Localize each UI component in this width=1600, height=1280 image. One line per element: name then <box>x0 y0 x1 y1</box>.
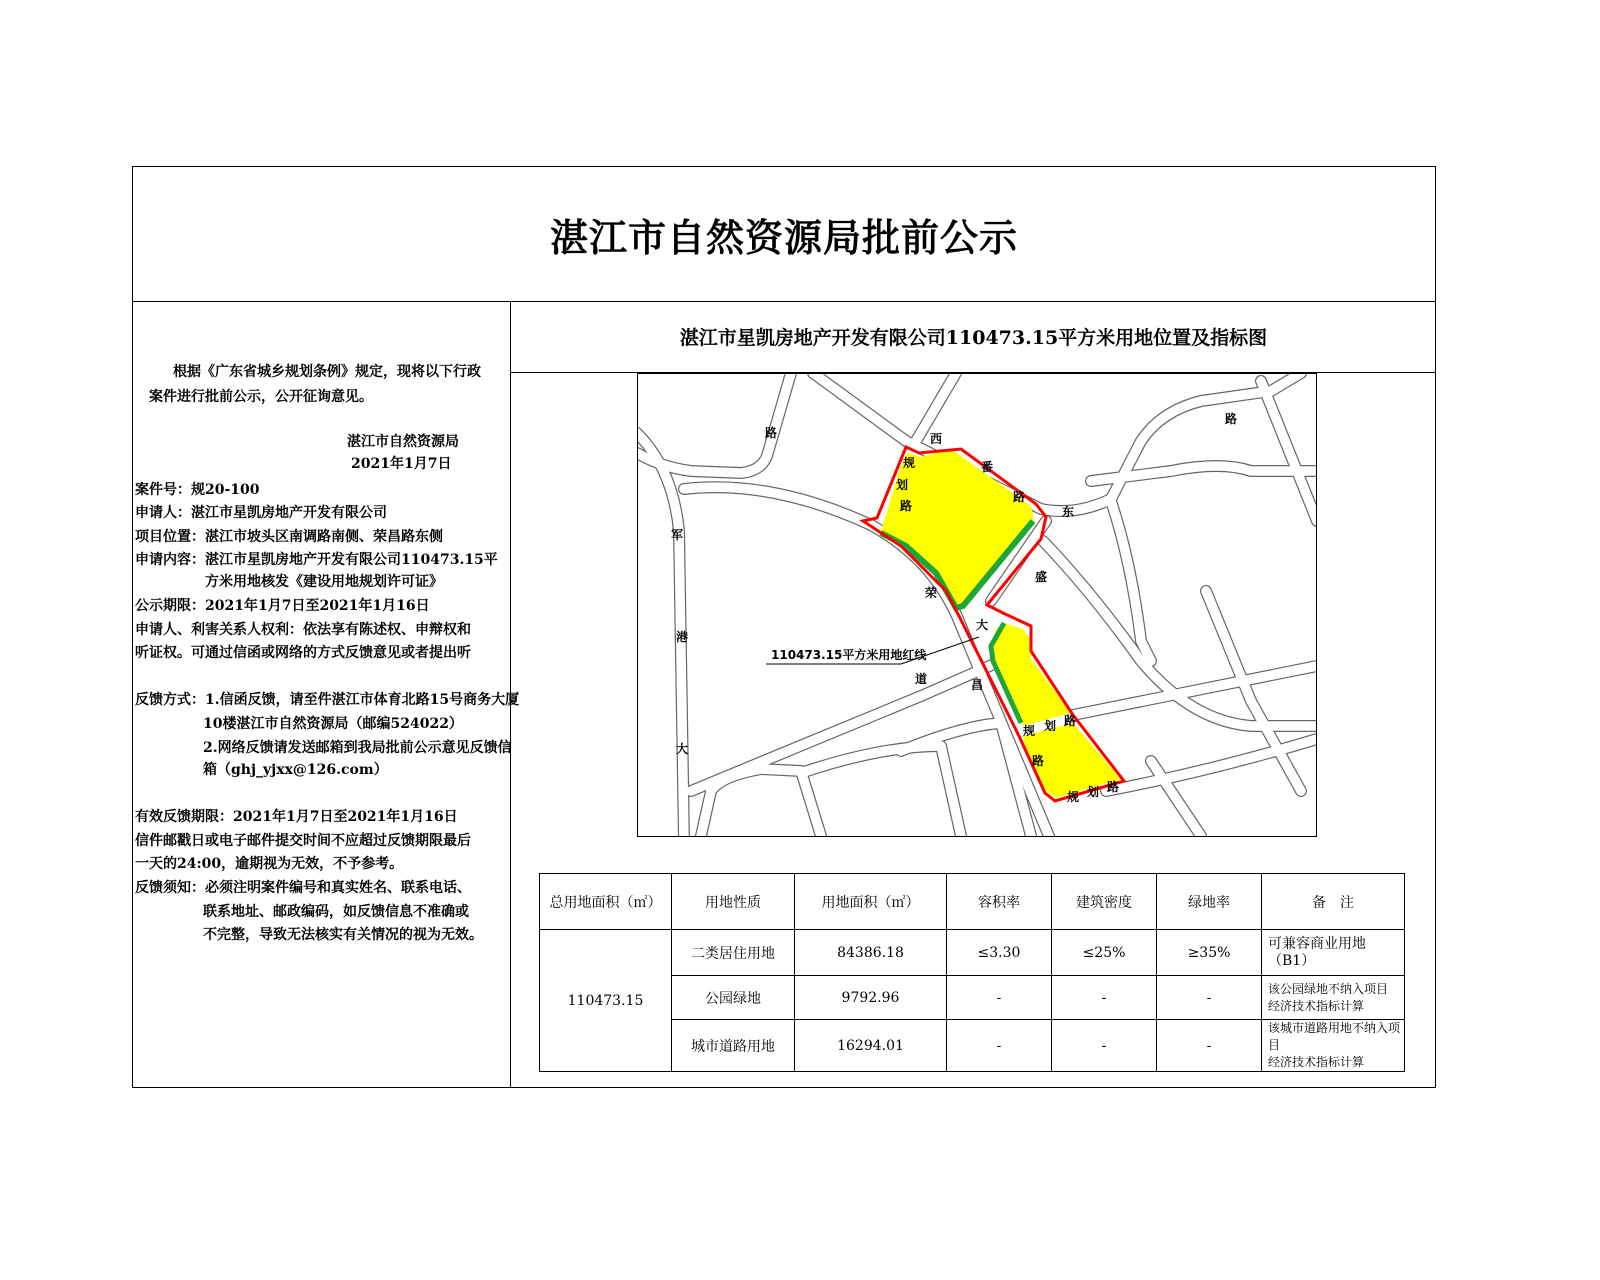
green-ratio: ≥35% <box>1157 930 1262 976</box>
table-row <box>540 930 1405 976</box>
valid-period: 有效反馈期限：2021年1月7日至2021年1月16日 <box>135 809 458 825</box>
floor-area-ratio: - <box>947 1020 1052 1072</box>
rights-text: 申请人、利害关系人权利：依法享有陈述权、申辩权和 <box>135 622 471 638</box>
road-surface <box>701 769 821 836</box>
road-label: 路 <box>1225 412 1238 426</box>
remark-line: 该公园绿地不纳入项目 <box>1268 981 1389 996</box>
map-svg <box>638 374 1316 836</box>
case-number: 案件号：规20-100 <box>135 482 260 498</box>
application-content: 方米用地核发《建设用地规划许可证》 <box>205 574 443 590</box>
road-surface <box>916 374 956 441</box>
road-label: 大 <box>976 618 989 632</box>
road-label: 大 <box>676 742 689 756</box>
road-surface <box>813 374 906 441</box>
road-label: 西 <box>930 432 943 446</box>
feedback-method: 10楼湛江市自然资源局（邮编524022） <box>203 716 463 732</box>
remark-line: 经济技术指标计算 <box>1268 998 1365 1013</box>
col-header: 用地性质 <box>672 874 795 930</box>
page-title: 湛江市自然资源局批前公示 <box>549 214 1018 260</box>
road <box>801 746 961 836</box>
road-label: 盛 <box>1035 570 1048 584</box>
remark-line: 经济技术指标计算 <box>1268 1055 1365 1069</box>
green-ratio: - <box>1157 976 1262 1020</box>
intro-line: 案件进行批前公示，公开征询意见。 <box>149 389 373 405</box>
road-label: 划 <box>1044 719 1057 733</box>
notice-period: 公示期限：2021年1月7日至2021年1月16日 <box>135 598 430 614</box>
notice-frame <box>132 166 1436 1088</box>
remark-line: 该城市道路用地不纳入项目 <box>1268 1021 1401 1052</box>
road-surface <box>1261 381 1316 521</box>
issuer: 湛江市自然资源局 <box>347 434 459 450</box>
road-label: 划 <box>1087 785 1100 799</box>
remark: 可兼容商业用地（B1） <box>1262 930 1405 976</box>
col-header: 备 注 <box>1262 874 1405 930</box>
map-title: 湛江市星凯房地产开发有限公司110473.15平方米用地位置及指标图 <box>679 327 1268 349</box>
road-label: 番 <box>981 460 994 474</box>
table-header-row <box>540 874 1405 930</box>
floor-area-ratio: ≤3.30 <box>947 930 1052 976</box>
building-density: - <box>1052 976 1157 1020</box>
road-label: 昌 <box>971 678 984 692</box>
floor-area-ratio: - <box>947 976 1052 1020</box>
road-label: 港 <box>676 630 689 644</box>
building-density: - <box>1052 1020 1157 1072</box>
road-label: 路 <box>1013 490 1026 504</box>
col-header: 用地面积（㎡） <box>795 874 947 930</box>
issue-date: 2021年1月7日 <box>351 456 452 472</box>
land-index-table <box>539 873 1405 1072</box>
valid-period: 一天的24:00，逾期视为无效，不予参考。 <box>135 856 404 872</box>
total-area: 110473.15 <box>540 930 672 1072</box>
remark <box>1262 976 1405 1020</box>
land-type: 二类居住用地 <box>672 930 795 976</box>
applicant: 申请人：湛江市星凯房地产开发有限公司 <box>135 505 387 521</box>
road-label: 规 <box>1023 724 1036 738</box>
road-label: 路 <box>1107 780 1120 794</box>
feedback-method: 2.网络反馈请发送邮箱到我局批前公示意见反馈信 <box>203 740 512 756</box>
remark <box>1262 1020 1405 1072</box>
valid-period: 信件邮戳日或电子邮件提交时间不应超过反馈期限最后 <box>135 833 471 849</box>
building-density: ≤25% <box>1052 930 1157 976</box>
feedback-method: 反馈方式：1.信函反馈，请至件湛江市体育北路15号商务大厦 <box>135 692 520 708</box>
road-label: 荣 <box>925 586 938 600</box>
road-label: 路 <box>900 499 913 513</box>
road-label: 规 <box>1067 790 1080 804</box>
land-type: 城市道路用地 <box>672 1020 795 1072</box>
feedback-notice: 不完整，导致无法核实有关情况的视为无效。 <box>203 927 483 943</box>
col-header: 建筑密度 <box>1052 874 1157 930</box>
project-location: 项目位置：湛江市坡头区南调路南侧、荣昌路东侧 <box>135 529 443 545</box>
site-parcel-north <box>881 449 1034 609</box>
land-area: 84386.18 <box>795 930 947 976</box>
road-label: 规 <box>903 456 916 470</box>
land-area: 9792.96 <box>795 976 947 1020</box>
road-label: 路 <box>765 426 778 440</box>
notice-text-panel <box>133 301 520 1087</box>
rights-text: 听证权。可通过信函或网络的方式反馈意见或者提出听 <box>135 645 471 661</box>
feedback-email: 箱（ghj_yjxx@126.com） <box>203 762 388 778</box>
road-label: 路 <box>1032 754 1045 768</box>
road-label: 军 <box>671 528 684 542</box>
intro-line: 根据《广东省城乡规划条例》规定，现将以下行政 <box>173 364 481 380</box>
title-row <box>133 167 1435 302</box>
feedback-notice: 联系地址、邮政编码，如反馈信息不准确或 <box>203 904 469 920</box>
col-header: 总用地面积（㎡） <box>540 874 672 930</box>
feedback-notice: 反馈须知：必须注明案件编号和真实姓名、联系电话、 <box>135 880 471 896</box>
application-content: 申请内容：湛江市星凯房地产开发有限公司110473.15平 <box>135 552 498 568</box>
col-header: 绿地率 <box>1157 874 1262 930</box>
road-label: 东 <box>1062 505 1075 519</box>
road-label: 道 <box>915 672 928 686</box>
road-label: 路 <box>1064 714 1077 728</box>
land-type: 公园绿地 <box>672 976 795 1020</box>
green-ratio: - <box>1157 1020 1262 1072</box>
site-location-map <box>637 373 1317 837</box>
map-title-row <box>511 301 1436 373</box>
site-boundary-callout: 110473.15平方米用地红线 <box>771 648 927 662</box>
road-label: 划 <box>896 478 909 492</box>
land-area: 16294.01 <box>795 1020 947 1072</box>
col-header: 容积率 <box>947 874 1052 930</box>
